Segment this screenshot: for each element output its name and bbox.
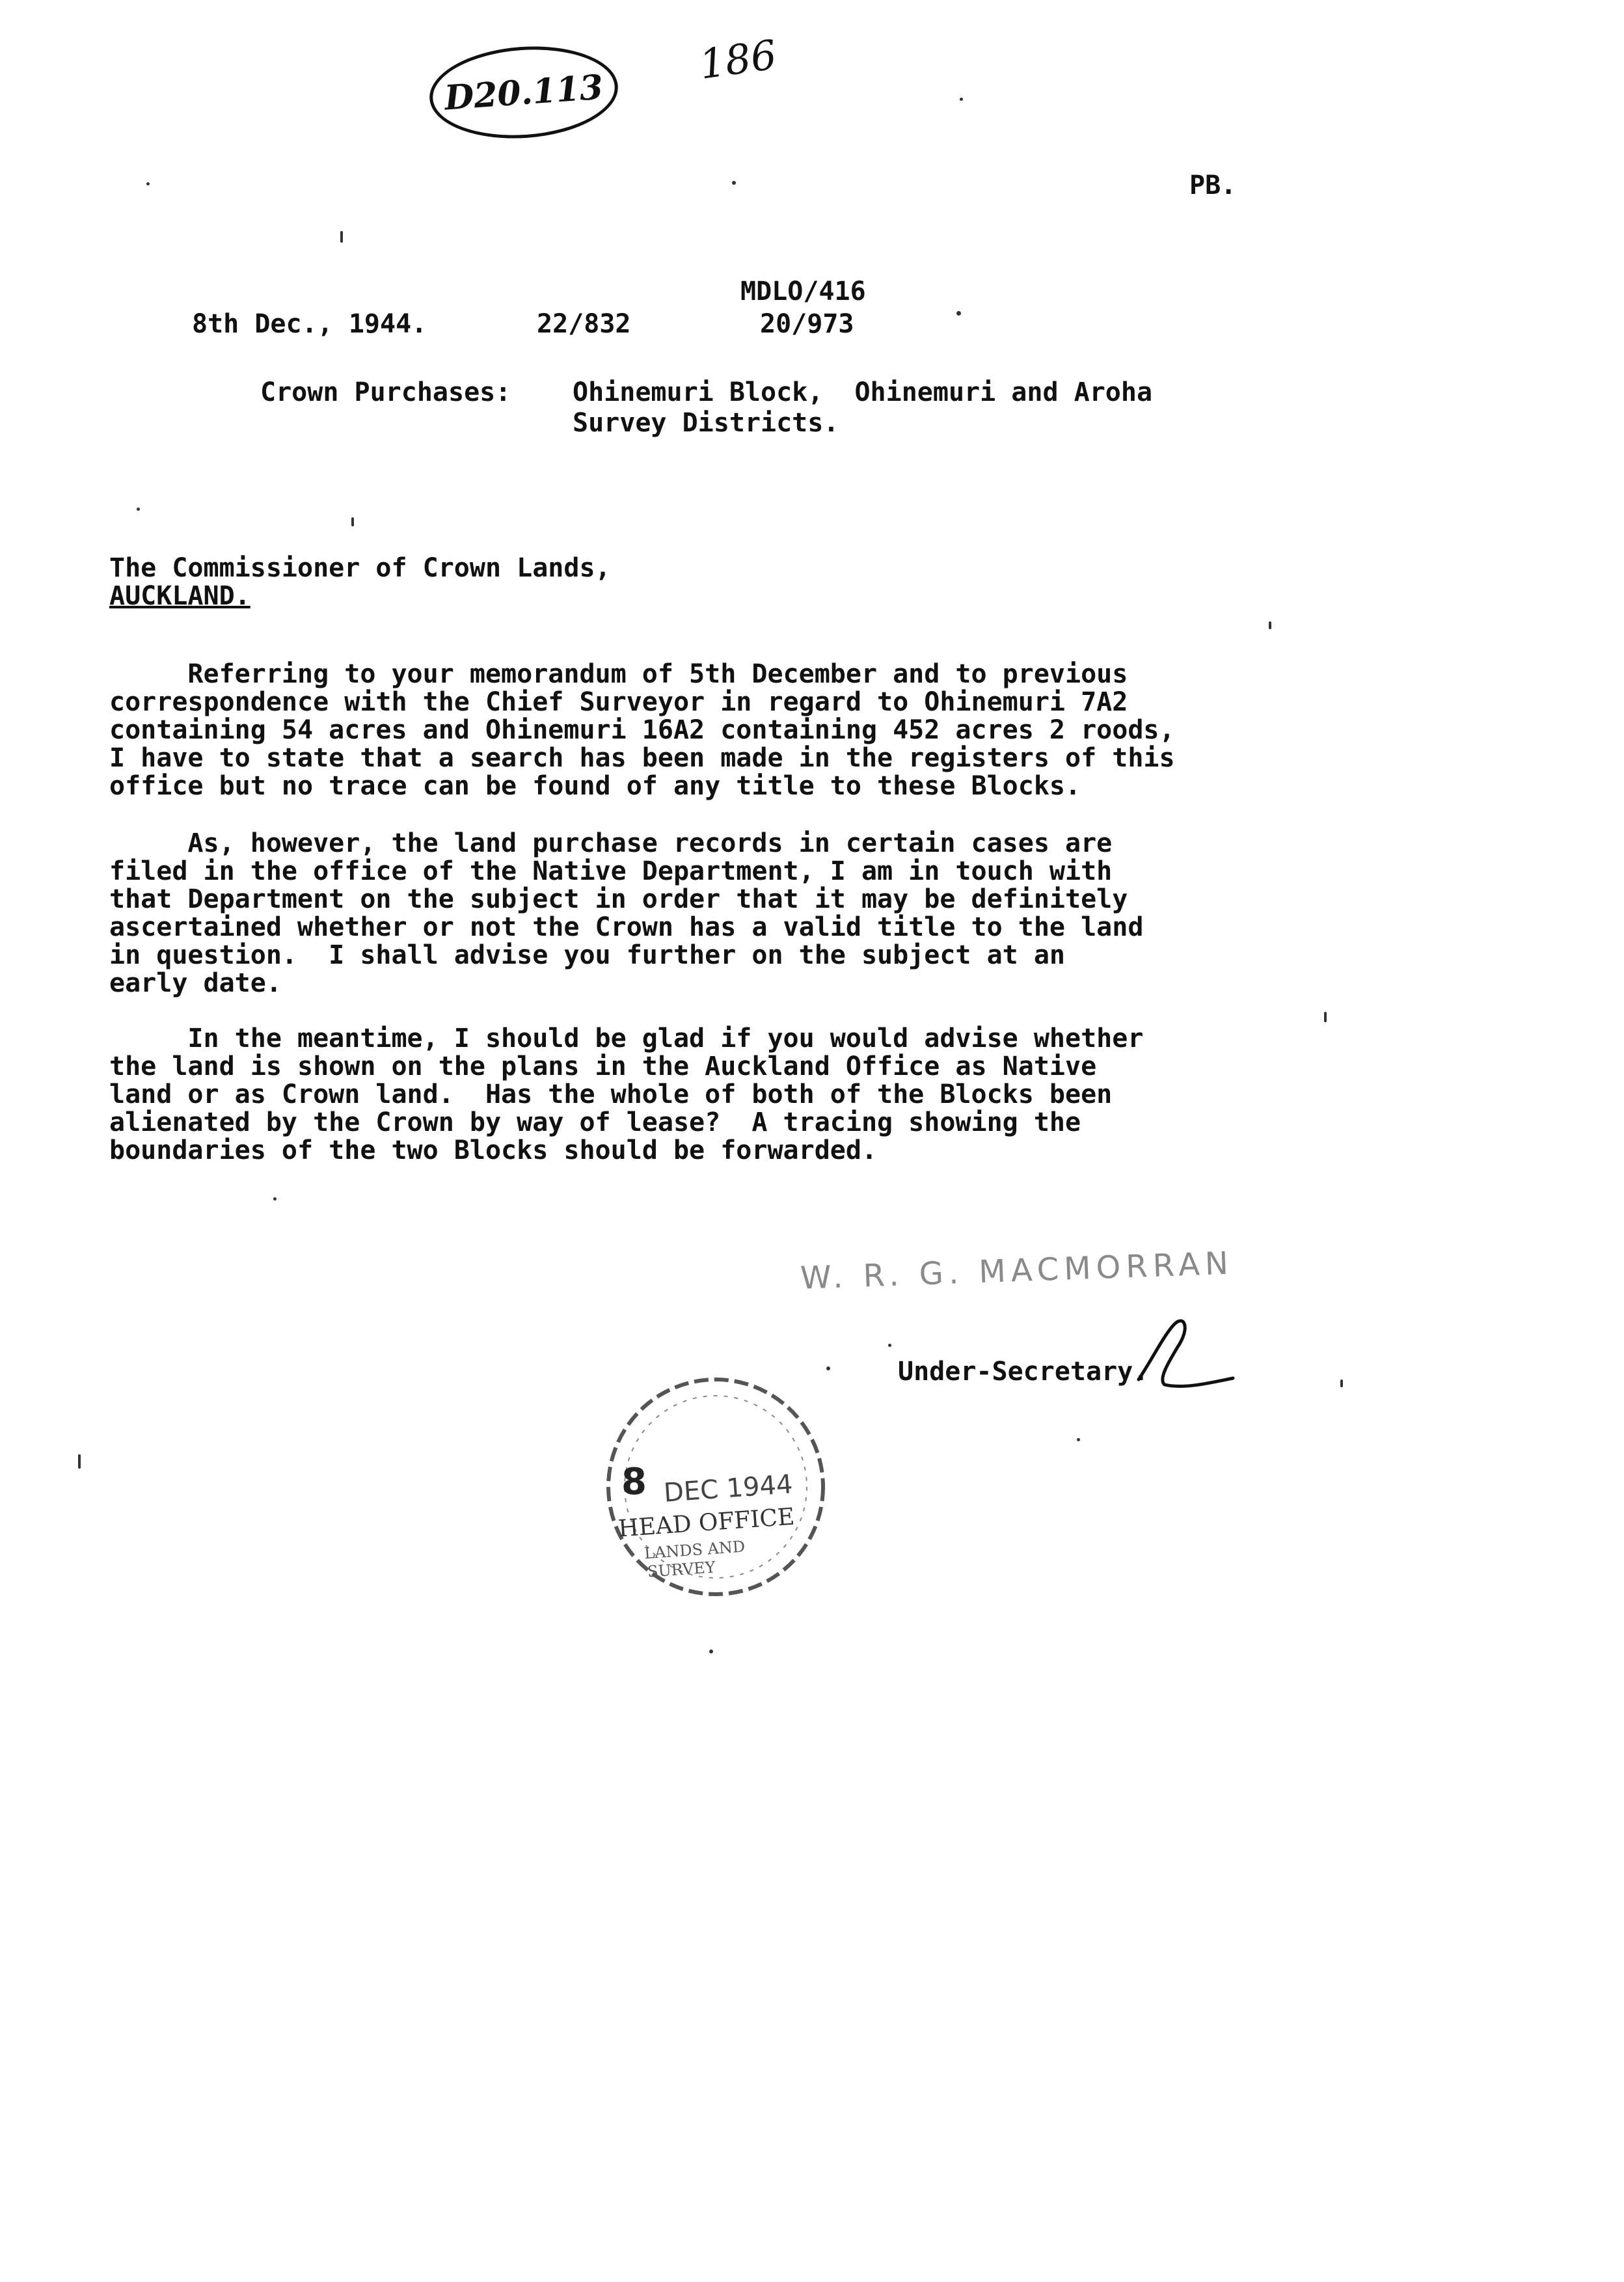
initials-mark: PB. — [1189, 170, 1237, 200]
file-reference-mdlo: MDLO/416 — [740, 277, 866, 306]
paragraph-line: ascertained whether or not the Crown has a valid title to the land — [109, 912, 1144, 942]
body-paragraph-2 — [109, 830, 1411, 998]
scan-speck — [1324, 1012, 1327, 1022]
scan-speck — [78, 1454, 81, 1469]
circled-file-reference: D20.113 — [426, 40, 621, 144]
addressee-city: AUCKLAND. — [109, 581, 250, 611]
paragraph-line: office but no trace can be found of any title to these Blocks. — [109, 771, 1081, 801]
scan-speck — [888, 1344, 891, 1347]
stamp-department-1: LANDS AND — [643, 1537, 746, 1563]
scan-speck — [709, 1650, 713, 1653]
paragraph-line: boundaries of the two Blocks should be forwarded. — [109, 1135, 878, 1165]
body-paragraph-1 — [109, 660, 1411, 800]
paragraph-line: the land is shown on the plans in the Auckland Office as Native — [109, 1052, 1097, 1081]
letter-date: 8th Dec., 1944. — [192, 309, 427, 339]
scan-speck — [146, 182, 150, 185]
paragraph-line: Referring to your memorandum of 5th December and to previous — [109, 659, 1128, 689]
scan-speck — [351, 517, 354, 526]
file-reference-2: 20/973 — [760, 309, 854, 339]
paragraph-line: correspondence with the Chief Surveyor in regard to Ohinemuri 7A2 — [109, 687, 1128, 717]
stamped-signatory-name: W. R. G. MACMORRAN — [800, 1245, 1234, 1297]
stamp-department-2: SURVEY — [647, 1558, 716, 1581]
body-paragraph-3 — [109, 1025, 1411, 1165]
scan-speck — [340, 231, 343, 243]
paragraph-line: containing 54 acres and Ohinemuri 16A2 containing 452 acres 2 roods, — [109, 715, 1175, 745]
scan-speck — [960, 98, 963, 101]
paragraph-line: In the meantime, I should be glad if you would advise whether — [109, 1024, 1144, 1053]
scan-speck — [1077, 1438, 1080, 1441]
paragraph-line: early date. — [109, 968, 282, 998]
stamp-month-year: DEC 1944 — [662, 1469, 794, 1508]
paragraph-line: I have to state that a search has been made in the registers of this — [109, 743, 1175, 773]
addressee-line-1: The Commissioner of Crown Lands, — [109, 553, 611, 583]
scan-speck — [137, 508, 140, 511]
stamp-office: HEAD OFFICE — [617, 1503, 796, 1543]
subject-line-1: Ohinemuri Block, Ohinemuri and Aroha — [573, 377, 1153, 407]
signatory-title: Under-Secretary. — [898, 1357, 1149, 1387]
scan-speck — [956, 311, 961, 316]
scan-speck — [732, 181, 736, 185]
scan-speck — [826, 1366, 830, 1370]
subject-label: Crown Purchases: — [260, 377, 511, 407]
paragraph-line: As, however, the land purchase records in certain cases are — [109, 828, 1113, 858]
handwritten-signature-mark — [1113, 1308, 1243, 1406]
paragraph-line: alienated by the Crown by way of lease? A tracing showing the — [109, 1107, 1081, 1137]
paragraph-line: land or as Crown land. Has the whole of both of the Blocks been — [109, 1080, 1113, 1109]
stamp-day: 8 — [621, 1461, 647, 1503]
handwritten-folio-number: 186 — [696, 31, 779, 88]
paragraph-line: filed in the office of the Native Department, I am in touch with — [109, 856, 1113, 886]
subject-line-2: Survey Districts. — [573, 408, 839, 438]
scan-speck — [273, 1197, 277, 1201]
scan-speck — [1340, 1379, 1343, 1387]
paragraph-line: in question. I shall advise you further on the subject at an — [109, 940, 1066, 970]
file-reference-1: 22/832 — [537, 309, 631, 339]
scan-speck — [1269, 621, 1271, 629]
paragraph-line: that Department on the subject in order that it may be definitely — [109, 884, 1128, 914]
